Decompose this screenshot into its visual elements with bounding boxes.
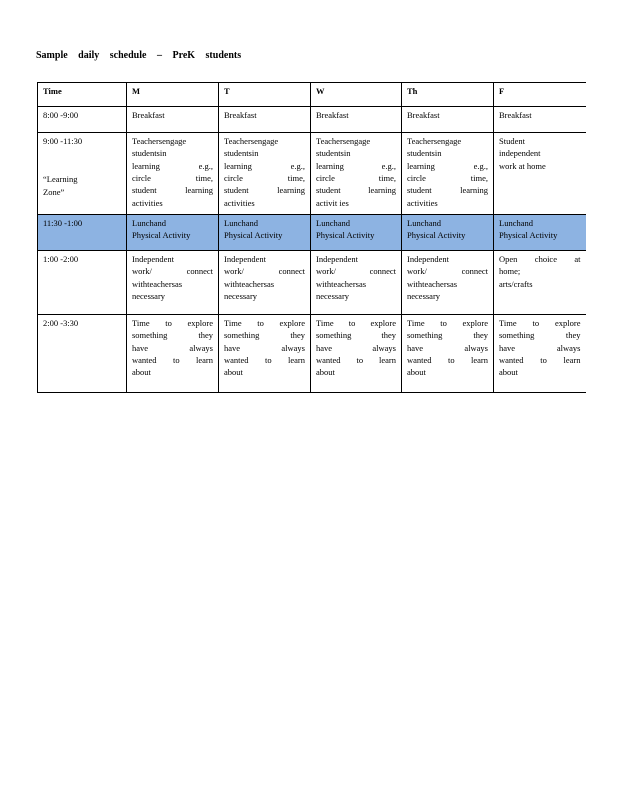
cell-tuesday [219,107,311,133]
cell-monday [127,133,219,215]
cell-wednesday [311,133,402,215]
cell-tuesday [219,251,311,315]
cell-text: work/ connect [224,266,305,277]
cell-text: home; [499,266,521,277]
cell-lines [132,317,213,379]
cell-text: something they [499,330,581,341]
cell-text: about [316,367,335,378]
cell-text: learning e.g., [132,160,213,171]
cell-thursday [402,107,494,133]
cell-text: have always [499,342,581,353]
schedule-table [37,82,586,393]
cell-text: have always [316,342,396,353]
cell-text: studentsin [407,148,442,159]
cell-text: circle time, [224,172,305,183]
cell-text: learning e.g., [224,160,305,171]
cell-thursday [402,133,494,215]
time-cell [38,107,127,133]
cell-text: Lunchand [224,218,258,228]
cell-text: activities [132,197,163,208]
cell-text: activities [407,197,438,208]
cell-text: something they [316,330,396,341]
cell-friday [494,107,586,133]
header-tuesday: T [219,83,311,107]
cell-wednesday [311,315,402,393]
cell-text: work at home [499,160,546,171]
cell-text: about [407,367,426,378]
cell-text: have always [132,342,213,353]
cell-wednesday [311,107,402,133]
cell-lines [224,317,305,379]
cell-text: Time to explore [224,318,305,328]
cell-text: Teachersengage [224,136,279,146]
cell-text: circle time, [132,172,213,183]
cell-text: wanted to learn [407,354,488,365]
cell-lines [499,317,581,379]
cell-text: Teachersengage [132,136,187,146]
cell-text: learning e.g., [316,160,396,171]
cell-lines [316,253,396,302]
cell-text: student learning [132,185,213,196]
cell-text: wanted to learn [316,354,396,365]
header-monday: M [127,83,219,107]
cell-text: Physical Activity [316,230,375,241]
cell-text: have always [224,342,305,353]
time-cell [38,251,127,315]
table-row [38,315,586,393]
cell-text: Physical Activity [499,230,558,241]
cell-text: studentsin [132,148,167,159]
cell-text: Lunchand [132,218,166,228]
cell-text: Independent [224,254,267,264]
cell-text: work/ connect [407,266,488,277]
cell-text: wanted to learn [499,354,581,365]
time-cell [38,315,127,393]
cell-text: Lunchand [316,218,350,228]
cell-text: studentsin [316,148,351,159]
cell-text: circle time, [407,172,488,183]
cell-monday [127,107,219,133]
cell-tuesday [219,315,311,393]
cell-text: Time to explore [499,318,581,328]
time-label: 9:00 -11:30 [43,136,83,146]
spacer [43,147,121,173]
header-friday: F [494,83,586,107]
cell-text: withteachersas [132,278,183,289]
cell-lines [407,217,488,242]
cell-text: arts/crafts [499,278,533,289]
table-row [38,215,586,251]
cell-text: something they [407,330,488,341]
cell-lines [407,317,488,379]
cell-text: Open choice at [499,254,581,264]
cell-text: Breakfast [499,110,532,120]
table-row [38,107,586,133]
time-label: 2:00 -3:30 [43,318,79,328]
cell-text: about [224,367,243,378]
cell-text: student learning [316,185,396,196]
cell-text: Independent [132,254,175,264]
cell-text: Time to explore [316,318,396,328]
cell-lines [499,253,581,290]
time-cell [38,215,127,251]
cell-text: activit ies [316,197,349,208]
cell-lines [224,135,305,209]
cell-wednesday [311,251,402,315]
cell-text: student learning [224,185,305,196]
table-row [38,251,586,315]
cell-lines [132,109,213,121]
cell-lines [407,109,488,121]
cell-lines [499,217,581,242]
cell-text: studentsin [224,148,259,159]
cell-lines [316,217,396,242]
cell-text: withteachersas [224,278,275,289]
cell-lines [499,135,581,172]
cell-tuesday [219,215,311,251]
header-thursday: Th [402,83,494,107]
cell-text: necessary [316,290,350,301]
cell-text: circle time, [316,172,396,183]
cell-friday [494,133,586,215]
cell-text: Physical Activity [224,230,283,241]
cell-text: Teachersengage [316,136,371,146]
cell-friday [494,251,586,315]
cell-thursday [402,315,494,393]
cell-monday [127,251,219,315]
cell-lines [499,109,581,121]
cell-tuesday [219,133,311,215]
cell-monday [127,315,219,393]
cell-text: Time to explore [132,318,213,328]
cell-text: Independent [407,254,450,264]
cell-text: independent [499,148,541,159]
cell-text: about [499,367,518,378]
cell-text: Time to explore [407,318,488,328]
cell-lines [316,317,396,379]
time-cell [38,133,127,215]
cell-lines [132,135,213,209]
cell-text: necessary [132,290,166,301]
cell-lines [224,217,305,242]
cell-text: Physical Activity [407,230,466,241]
cell-text: something they [224,330,305,341]
header-row [38,83,586,107]
cell-lines [316,109,396,121]
cell-lines [224,253,305,302]
cell-text: learning e.g., [407,160,488,171]
cell-monday [127,215,219,251]
cell-text: wanted to learn [224,354,305,365]
cell-lines [316,135,396,209]
cell-friday [494,215,586,251]
time-note: Zone” [43,186,65,197]
cell-text: work/ connect [316,266,396,277]
cell-friday [494,315,586,393]
cell-text: Independent [316,254,359,264]
document-title: Sample daily schedule – PreK students [36,50,242,61]
cell-text: something they [132,330,213,341]
header-wednesday: W [311,83,402,107]
cell-text: about [132,367,151,378]
cell-lines [224,109,305,121]
time-label: 1:00 -2:00 [43,254,79,264]
cell-text: wanted to learn [132,354,213,365]
cell-wednesday [311,215,402,251]
time-label: 11:30 -1:00 [43,218,83,228]
cell-text: activities [224,197,255,208]
cell-text: Lunchand [407,218,441,228]
cell-text: work/ connect [132,266,213,277]
cell-text: Breakfast [224,110,257,120]
cell-lines [132,253,213,302]
cell-lines [407,135,488,209]
cell-text: necessary [224,290,258,301]
cell-text: have always [407,342,488,353]
cell-text: Breakfast [316,110,349,120]
cell-text: Lunchand [499,218,533,228]
cell-thursday [402,251,494,315]
cell-text: Breakfast [407,110,440,120]
cell-text: student learning [407,185,488,196]
time-label: 8:00 -9:00 [43,110,79,120]
cell-text: necessary [407,290,441,301]
cell-text: withteachersas [316,278,367,289]
header-time: Time [38,83,127,107]
cell-thursday [402,215,494,251]
cell-lines [132,217,213,242]
cell-text: withteachersas [407,278,458,289]
cell-lines [407,253,488,302]
table-row [38,133,586,215]
time-note: “Learning [43,174,78,185]
cell-text: Breakfast [132,110,165,120]
cell-text: Physical Activity [132,230,191,241]
cell-text: Teachersengage [407,136,462,146]
cell-text: Student [499,136,525,146]
